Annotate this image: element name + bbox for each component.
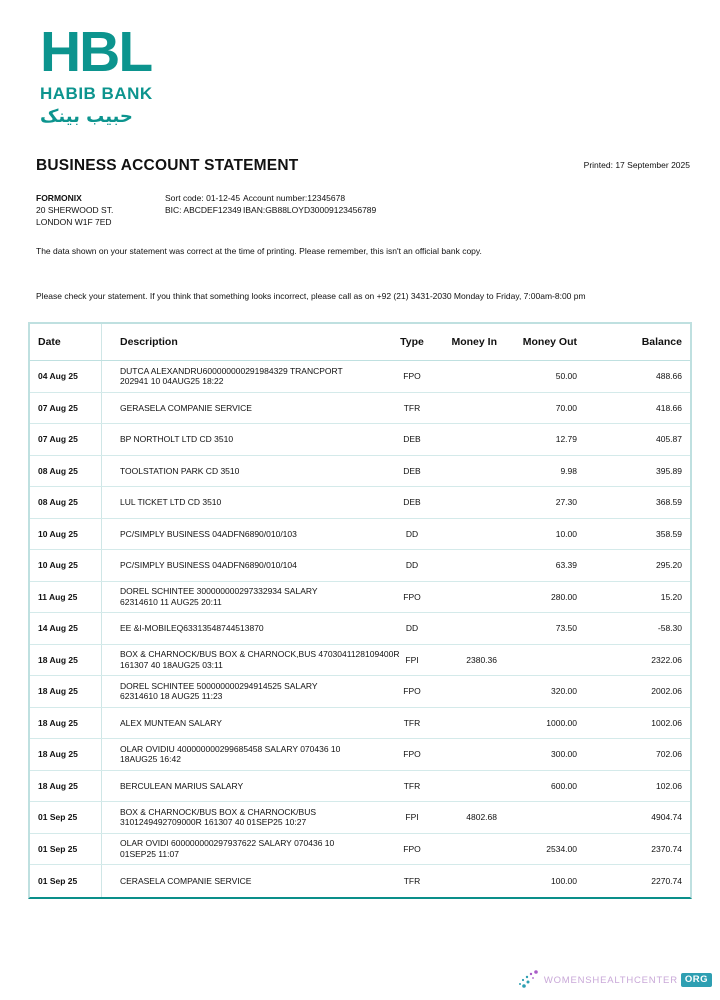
- bank-name: HABIB BANK: [40, 84, 153, 103]
- sort-code: Sort code: 01-12-45: [165, 193, 241, 203]
- cell-balance: 102.06: [656, 780, 682, 791]
- cell-money-out: 73.50: [555, 623, 577, 634]
- cell-date: 10 Aug 25: [30, 519, 102, 550]
- cell-money-out: 280.00: [551, 591, 577, 602]
- description-line-1: OLAR OVIDI 600000000297937622 SALARY 070436 10: [120, 838, 335, 849]
- accuracy-notice: The data shown on your statement was correct at the time of printing. Please remember, this isn't an official bank copy.: [36, 246, 482, 256]
- cell-type: DEB: [403, 497, 421, 508]
- column-header-type: Type: [400, 336, 424, 348]
- table-row: [30, 865, 690, 897]
- cell-money-out: 70.00: [555, 402, 577, 413]
- description-line-1: BOX & CHARNOCK/BUS BOX & CHARNOCK/BUS: [120, 806, 317, 817]
- watermark-org-badge: ORG: [681, 973, 712, 987]
- page-title: BUSINESS ACCOUNT STATEMENT: [36, 157, 299, 174]
- cell-description: [102, 586, 387, 607]
- cell-description: [102, 497, 387, 508]
- cell-balance: 702.06: [656, 749, 682, 760]
- cell-money-out: 2534.00: [546, 843, 577, 854]
- description-line-2: 01SEP25 11:07: [120, 848, 179, 859]
- cell-money-in: 4802.68: [466, 812, 497, 823]
- cell-money-out: 600.00: [551, 780, 577, 791]
- cell-description: [102, 838, 387, 859]
- table-row: [30, 708, 690, 740]
- table-header-row: [30, 324, 690, 361]
- cell-balance: -58.30: [657, 623, 682, 634]
- description-line-1: DUTCA ALEXANDRU600000000291984329 TRANCPORT: [120, 365, 343, 376]
- cell-type: DD: [405, 623, 419, 634]
- description-line-2: 62314610 11 AUG25 20:11: [120, 596, 222, 607]
- cell-description: [102, 403, 387, 414]
- dots-swirl-icon: [517, 969, 541, 989]
- cell-description: [102, 876, 387, 887]
- column-header-date: Date: [30, 324, 102, 360]
- table-row: [30, 487, 690, 519]
- address-line-2: LONDON W1F 7ED: [36, 217, 112, 227]
- column-header-description: Description: [120, 335, 178, 348]
- cell-type: DD: [405, 560, 419, 571]
- column-header-money-out: Money Out: [522, 336, 577, 348]
- cell-date: 01 Sep 25: [30, 834, 102, 865]
- cell-balance: 1002.06: [651, 717, 682, 728]
- cell-type: FPI: [405, 812, 419, 823]
- cell-balance: 4904.74: [651, 812, 682, 823]
- cell-type: FPO: [403, 591, 421, 602]
- cell-balance: 368.59: [656, 497, 682, 508]
- cell-type: DEB: [403, 465, 421, 476]
- description-line-1: DOREL SCHINTEE 500000000294914525 SALARY: [120, 680, 318, 691]
- bic-code: BIC: ABCDEF12349: [165, 205, 242, 215]
- cell-description: [102, 366, 387, 387]
- table-row: [30, 519, 690, 551]
- cell-date: 18 Aug 25: [30, 739, 102, 770]
- cell-date: 01 Sep 25: [30, 802, 102, 833]
- table-body: [30, 361, 690, 897]
- table-row: [30, 771, 690, 803]
- description-line-2: 202941 10 04AUG25 18:22: [120, 376, 224, 387]
- cell-date: 04 Aug 25: [30, 361, 102, 392]
- description-line-1: ALEX MUNTEAN SALARY: [120, 717, 222, 728]
- hbl-logo-text: HBL: [40, 20, 152, 84]
- account-number: Account number:12345678: [243, 193, 346, 203]
- description-line-1: PC/SIMPLY BUSINESS 04ADFN6890/010/103: [120, 528, 297, 539]
- customer-address: [36, 192, 165, 228]
- description-line-1: BOX & CHARNOCK/BUS BOX & CHARNOCK,BUS 4703041128109400R: [120, 649, 400, 660]
- cell-balance: 418.66: [656, 402, 682, 413]
- cell-type: FPI: [405, 654, 419, 665]
- description-line-2: 161307 40 18AUG25 03:11: [120, 659, 223, 670]
- cell-type: FPO: [403, 686, 421, 697]
- cell-type: DD: [405, 528, 419, 539]
- description-line-1: EE &I-MOBILEQ63313548744513870: [120, 623, 264, 633]
- cell-balance: 2002.06: [651, 686, 682, 697]
- cell-balance: 358.59: [656, 528, 682, 539]
- column-header-money-in: Money In: [451, 336, 497, 348]
- contact-notice: Please check your statement. If you think that something looks incorrect, please call as on +92 (21) 3431-2030 Monday to Friday, 7:00am-8:00 pm: [36, 291, 586, 301]
- description-line-1: BP NORTHOLT LTD CD 3510: [120, 434, 234, 444]
- cell-type: FPO: [403, 371, 421, 382]
- table-row: [30, 424, 690, 456]
- description-line-1: OLAR OVIDIU 400000000299685458 SALARY 070436 10: [120, 743, 341, 754]
- address-line-1: 20 SHERWOOD ST.: [36, 205, 114, 215]
- description-line-1: LUL TICKET LTD CD 3510: [120, 497, 222, 507]
- cell-description: [102, 781, 387, 792]
- description-line-2: 18AUG25 16:42: [120, 754, 181, 765]
- account-codes: [165, 192, 376, 228]
- table-row: [30, 802, 690, 834]
- table-row: [30, 361, 690, 393]
- cell-money-out: 100.00: [551, 875, 577, 886]
- cell-balance: 295.20: [656, 560, 682, 571]
- cell-balance: 405.87: [656, 434, 682, 445]
- cell-money-out: 320.00: [551, 686, 577, 697]
- code-row-1: [165, 192, 376, 204]
- table-row: [30, 834, 690, 866]
- cell-date: 18 Aug 25: [30, 645, 102, 676]
- cell-balance: 2370.74: [651, 843, 682, 854]
- cell-description: [102, 560, 387, 571]
- cell-balance: 2322.06: [651, 654, 682, 665]
- description-line-1: DOREL SCHINTEE 300000000297332934 SALARY: [120, 586, 318, 597]
- description-line-1: CERASELA COMPANIE SERVICE: [120, 875, 252, 886]
- cell-type: FPO: [403, 749, 421, 760]
- cell-description: [102, 434, 387, 445]
- column-header-balance: Balance: [641, 336, 682, 348]
- table-row: [30, 393, 690, 425]
- account-details: [36, 192, 376, 228]
- cell-description: [102, 529, 387, 540]
- cell-money-out: 63.39: [555, 560, 577, 571]
- cell-date: 14 Aug 25: [30, 613, 102, 644]
- cell-money-out: 12.79: [555, 434, 577, 445]
- cell-date: 11 Aug 25: [30, 582, 102, 613]
- cell-description: [102, 623, 387, 634]
- transactions-table: [28, 322, 692, 899]
- cell-type: DEB: [403, 434, 421, 445]
- cell-description: [102, 744, 387, 765]
- footer-watermark: [517, 969, 712, 991]
- cell-description: [102, 649, 400, 670]
- bank-logo: [40, 20, 153, 127]
- cell-type: FPO: [403, 843, 421, 854]
- cell-balance: 395.89: [656, 465, 682, 476]
- table-row: [30, 456, 690, 488]
- cell-date: 10 Aug 25: [30, 550, 102, 581]
- title-row: [36, 157, 690, 175]
- customer-name: FORMONIX: [36, 193, 82, 203]
- description-line-1: PC/SIMPLY BUSINESS 04ADFN6890/010/104: [120, 560, 297, 570]
- cell-type: TFR: [403, 717, 421, 728]
- cell-type: TFR: [403, 402, 421, 413]
- description-line-1: TOOLSTATION PARK CD 3510: [120, 465, 240, 476]
- code-row-2: [165, 204, 376, 216]
- cell-money-out: 1000.00: [546, 717, 577, 728]
- cell-balance: 2270.74: [651, 875, 682, 886]
- table-row: [30, 550, 690, 582]
- description-line-1: BERCULEAN MARIUS SALARY: [120, 780, 244, 791]
- cell-type: TFR: [403, 875, 421, 886]
- cell-money-out: 10.00: [555, 528, 577, 539]
- cell-type: TFR: [403, 780, 421, 791]
- watermark-text: WOMENSHEALTHCENTER: [543, 974, 678, 986]
- table-row: [30, 582, 690, 614]
- cell-balance: 15.20: [660, 591, 682, 602]
- cell-balance: 488.66: [656, 371, 682, 382]
- cell-date: 07 Aug 25: [30, 393, 102, 424]
- cell-money-in: 2380.36: [466, 654, 497, 665]
- cell-money-out: 50.00: [555, 371, 577, 382]
- cell-date: 18 Aug 25: [30, 708, 102, 739]
- cell-date: 18 Aug 25: [30, 676, 102, 707]
- table-row: [30, 676, 690, 708]
- cell-date: 08 Aug 25: [30, 456, 102, 487]
- table-row: [30, 739, 690, 771]
- table-row: [30, 613, 690, 645]
- description-line-2: 62314610 18 AUG25 11:23: [120, 691, 223, 702]
- cell-money-out: 9.98: [560, 465, 577, 476]
- cell-description: [102, 807, 387, 828]
- printed-date: Printed: 17 September 2025: [583, 160, 690, 170]
- description-line-1: GERASELA COMPANIE SERVICE: [120, 402, 252, 413]
- cell-description: [102, 466, 387, 477]
- cell-date: 07 Aug 25: [30, 424, 102, 455]
- cell-date: 18 Aug 25: [30, 771, 102, 802]
- cell-description: [102, 681, 387, 702]
- description-line-2: 3101249492709000R 161307 40 01SEP25 10:27: [120, 817, 307, 828]
- cell-money-out: 300.00: [551, 749, 577, 760]
- table-row: [30, 645, 690, 677]
- bank-name-urdu: حبیب بینک: [40, 106, 133, 127]
- cell-date: 08 Aug 25: [30, 487, 102, 518]
- cell-date: 01 Sep 25: [30, 865, 102, 897]
- cell-money-out: 27.30: [555, 497, 577, 508]
- iban-code: IBAN:GB88LOYD30009123456789: [243, 205, 377, 215]
- cell-description: [102, 718, 387, 729]
